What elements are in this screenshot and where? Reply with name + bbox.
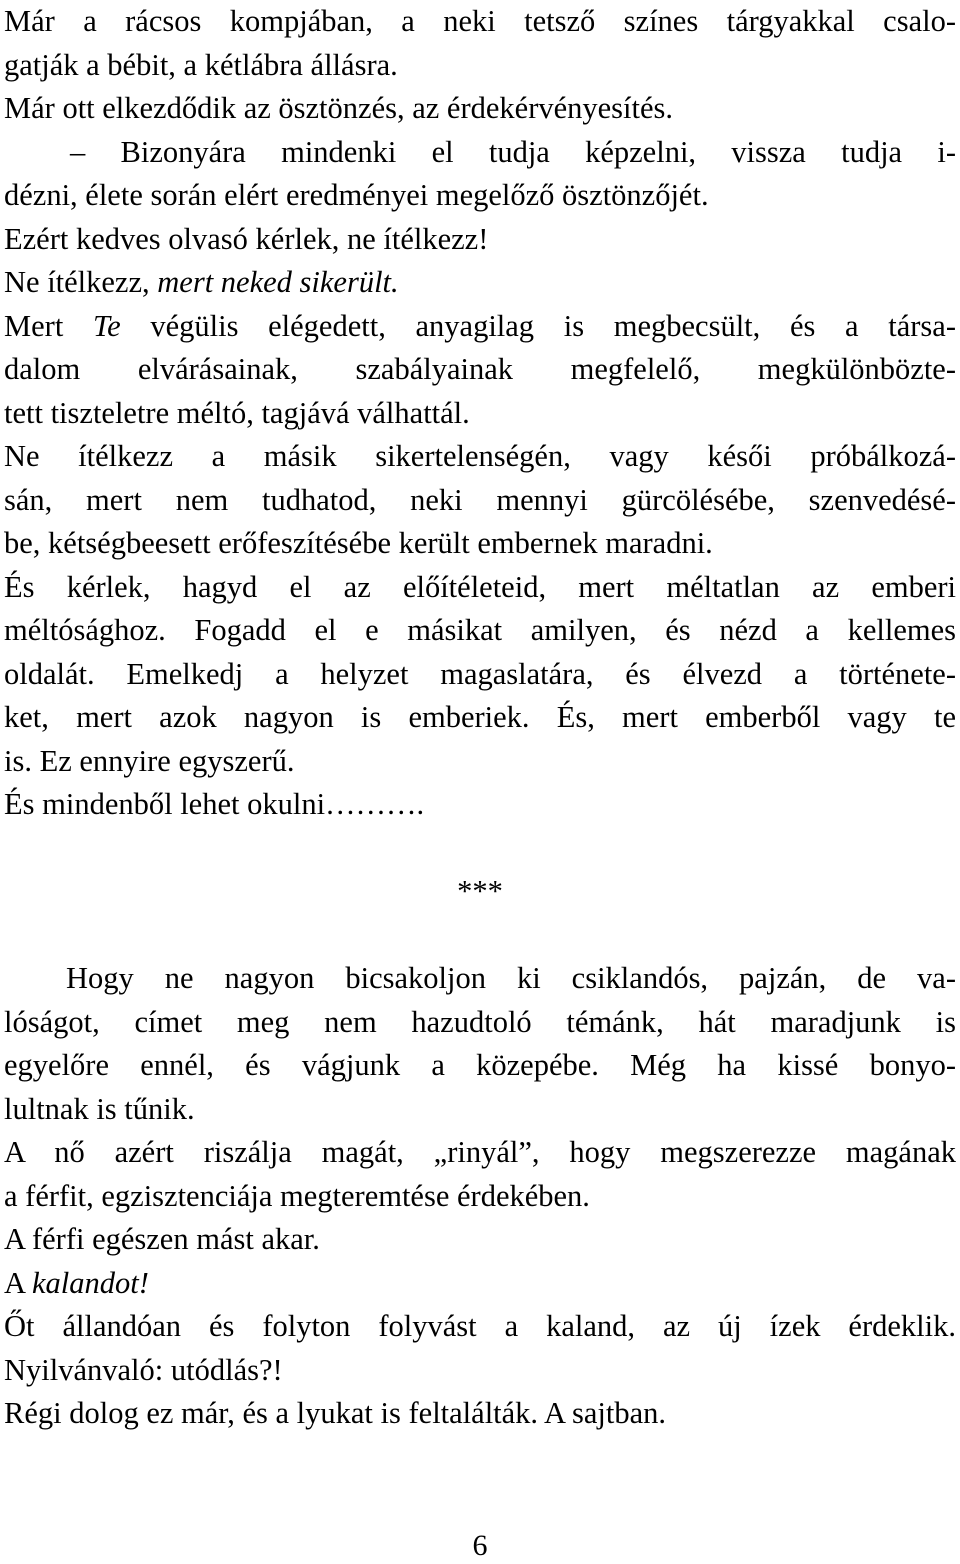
- text-line: Hogy ne nagyon bicsakoljon ki csiklandós, pajzán, de va-: [66, 961, 956, 995]
- text-line: gatják a bébit, a kétlábra állásra.: [4, 47, 398, 82]
- italic-run: Te: [92, 308, 121, 343]
- text-run: végülis elégedett, anyagilag is megbecsült, és a társa-: [120, 308, 956, 343]
- text-line: Nyilvánvaló: utódlás?!: [4, 1352, 283, 1387]
- text-line: egyelőre ennél, és vágjunk a közepébe. Még ha kissé bonyo-: [4, 1048, 956, 1082]
- text-run: Ne ítélkezz,: [4, 265, 158, 299]
- text-line: [4, 305, 956, 349]
- spacer: [4, 827, 956, 871]
- text-line: – Bizonyára mindenki el tudja képzelni, vissza tudja i-: [70, 134, 956, 169]
- text-line: dézni, élete során elért eredményei megelőző ösztönzőjét.: [4, 178, 709, 212]
- text-line: sán, mert nem tudhatod, neki mennyi gürcölésébe, szenvedésé-: [4, 482, 956, 517]
- text-run: A: [4, 1265, 32, 1300]
- text-line: tett tiszteletre méltó, tagjává válhattál.: [4, 395, 470, 430]
- text-line: [4, 261, 956, 305]
- text-line: Már ott elkezdődik az ösztönzés, az érdekérvényesítés.: [4, 91, 674, 125]
- text-line: Ne ítélkezz a másik sikertelenségén, vagy késői próbálkozá-: [4, 439, 956, 473]
- text-line: És kérlek, hagyd el az előítéleteid, mert méltatlan az emberi: [4, 569, 956, 604]
- text-line: a férfit, egzisztenciája megteremtése érdekében.: [4, 1178, 590, 1213]
- text-line: A férfi egészen mást akar.: [4, 1222, 320, 1256]
- text-line: Már a rácsos kompjában, a neki tetsző színes tárgyakkal csalo-: [4, 4, 956, 38]
- text-line: dalom elvárásainak, szabályainak megfelelő, megkülönbözte-: [4, 352, 956, 386]
- section-separator: ***: [457, 874, 503, 908]
- text-line: lultnak is tűnik.: [4, 1091, 195, 1126]
- text-line: be, kétségbeesett erőfeszítésébe került embernek maradni.: [4, 526, 713, 560]
- text-line: lóságot, címet meg nem hazudtoló témánk, hát maradjunk is: [4, 1004, 956, 1039]
- page-number: 6: [472, 1529, 488, 1562]
- text-line: is. Ez ennyire egyszerű.: [4, 743, 295, 778]
- text-line: A nő azért riszálja magát, „rinyál”, hogy megszerezze magának: [4, 1135, 956, 1169]
- text-line: Őt állandóan és folyton folyvást a kaland, az új ízek érdeklik.: [4, 1309, 956, 1343]
- text-line: És mindenből lehet okulni……….: [4, 787, 425, 821]
- text-run: Mert: [4, 308, 93, 343]
- text-line: ket, mert azok nagyon is emberiek. És, mert emberből vagy te: [4, 700, 956, 734]
- italic-run: mert neked sikerült.: [157, 265, 399, 299]
- text-line: Ezért kedves olvasó kérlek, ne ítélkezz!: [4, 221, 489, 256]
- text-line: [4, 1262, 956, 1306]
- spacer: [4, 914, 956, 958]
- text-line: méltósághoz. Fogadd el e másikat amilyen, és nézd a kellemes: [4, 613, 956, 647]
- italic-run: kalandot!: [31, 1265, 149, 1300]
- text-line: Régi dolog ez már, és a lyukat is feltalálták. A sajtban.: [4, 1396, 666, 1430]
- body-text: [4, 0, 956, 1436]
- text-line: oldalát. Emelkedj a helyzet magaslatára, és élvezd a története-: [4, 656, 956, 691]
